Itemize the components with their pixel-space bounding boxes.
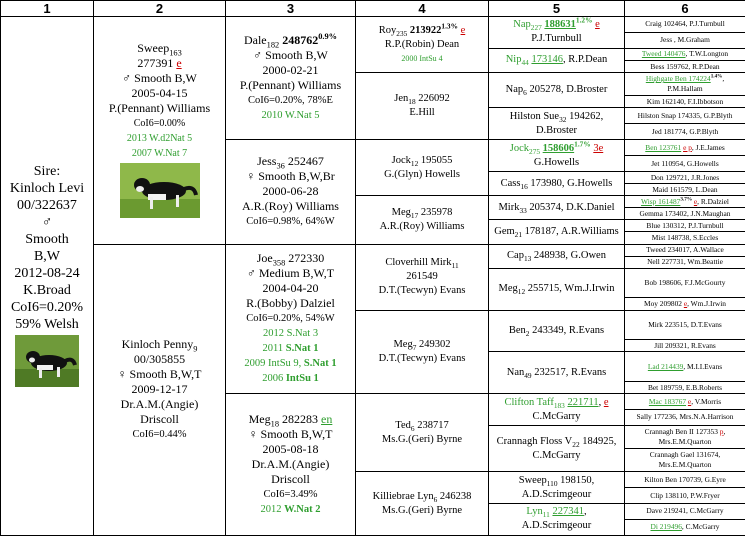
col6-row-25-rest: , V.Morris xyxy=(691,396,722,406)
mirk-33-sub: 33 xyxy=(519,205,527,215)
dale-cell xyxy=(226,17,356,140)
meg-12-breeder: Wm.J.Irwin xyxy=(564,283,615,295)
col6-row-32 xyxy=(625,519,745,535)
gem-reg: 178187 xyxy=(524,225,557,237)
penny-dob: 2009-12-17 xyxy=(131,382,188,397)
nap-6-breeder: D.Broster xyxy=(566,84,608,96)
jess-coi: CoI6=0.98%, 64%W xyxy=(246,216,335,228)
meg-18-breeder-2: Driscoll xyxy=(271,472,310,487)
nap-227-breeder: P.J.Turnbull xyxy=(531,33,582,45)
ben-2-name: Ben xyxy=(508,324,526,336)
nap-6-name: Nap xyxy=(505,84,524,96)
joe-desc: ♂ Medium B,W,T xyxy=(246,266,335,281)
joe-award-2-pre: 2011 xyxy=(262,343,286,355)
cass-reg: 173980 xyxy=(530,177,562,189)
col6-row-27-name: Crannagh Ben II 127353 xyxy=(644,426,718,436)
col6-row-8: Jed 181774, G.P.Blyth xyxy=(625,124,745,140)
jen-sub: 18 xyxy=(408,97,416,107)
roy-reg: 213922 xyxy=(409,24,442,36)
killiebrae-lyn-sub: 6 xyxy=(433,494,438,504)
ben-2-sub: 2 xyxy=(525,329,530,338)
nap-6-sub: 6 xyxy=(523,88,527,98)
gem-cell: Gem$_{21}$ 178187, A.R.Williams xyxy=(489,220,625,244)
nap-227-name: Nap xyxy=(513,19,531,31)
jess-cell xyxy=(226,140,356,244)
cap-name: Cap xyxy=(507,250,524,262)
jock-275-breeder: G.Howells xyxy=(533,156,580,168)
nap-227-sub: 227 xyxy=(530,23,542,33)
col6-row-28 xyxy=(625,449,745,472)
col6-row-28-name: Crannagh Gael 131674, xyxy=(649,450,721,460)
col6-row-9-rest: , J.E.James xyxy=(691,142,725,152)
nap-227-sup: 1.2% xyxy=(575,16,593,25)
meg-18-coi: CoI6=3.49% xyxy=(263,489,318,501)
col6-row-6: Kim 162140, F.I.Ibbotson xyxy=(625,96,745,108)
col6-row-20 xyxy=(625,298,745,310)
sweep-desc: ♂ Smooth B,W xyxy=(122,70,197,85)
gem-breeder: A.R.Williams xyxy=(560,225,619,237)
gem-name: Gem xyxy=(494,225,515,237)
cap-cell: Cap$_{13}$ 248938, G.Owen xyxy=(489,244,625,268)
col6-row-23 xyxy=(625,352,745,382)
joe-award-3-bold: S.Nat 1 xyxy=(303,358,337,370)
ben-2-reg: 243349 xyxy=(532,324,564,336)
joe-sub: 358 xyxy=(272,258,286,268)
mirk-33-breeder: D.K.Daniel xyxy=(566,201,615,213)
col6-row-13-sup: 3.7% xyxy=(680,196,692,203)
meg-18-desc: ♀ Smooth B,W,T xyxy=(248,427,333,442)
col6-row-21: Mirk 223515, D.T.Evans xyxy=(625,310,745,340)
col6-row-32-rest: , C.McGarry xyxy=(681,522,720,532)
col6-row-22: Jill 209321, R.Evans xyxy=(625,340,745,352)
nap-227-cell xyxy=(489,17,625,49)
col6-row-11: Don 129721, J.R.Jones xyxy=(625,171,745,183)
mirk-33-name: Mirk xyxy=(498,201,520,213)
nan-name: Nan xyxy=(506,366,525,378)
col6-row-14: Gemma 173402, J.N.Maughan xyxy=(625,208,745,220)
col6-row-28-line2: Mrs.E.M.Quarton xyxy=(658,460,712,470)
nap-227-mark: e xyxy=(595,19,600,31)
col6-row-24: Bet 189759, E.B.Roberts xyxy=(625,381,745,393)
roy-breeder: R.P.(Robin) Dean xyxy=(384,38,460,50)
joe-cell xyxy=(226,244,356,394)
col6-row-27-mark: p xyxy=(719,426,724,436)
col6-row-25-name: Mac 183767 xyxy=(648,396,687,406)
sweep-breeder: P.(Pennant) Williams xyxy=(108,100,211,115)
meg-12-sub: 12 xyxy=(517,287,526,297)
col6-row-5-rest: , xyxy=(722,74,725,84)
col6-row-26: Sally 177236, Mrs.N.A.Harrison xyxy=(625,410,745,426)
cloverhill-mirk-sub: 11 xyxy=(451,261,459,271)
nap-6-cell: Nap$_6$ 205278, D.Broster xyxy=(489,73,625,108)
col6-row-7: Hilston Snap 174335, G.P.Blyth xyxy=(625,108,745,124)
dale-sub: 182 xyxy=(266,40,280,50)
col6-row-9-name: Ben 123761 xyxy=(645,142,682,152)
ted-reg: 238717 xyxy=(417,419,449,431)
penny-desc: ♀ Smooth B,W,T xyxy=(117,367,202,382)
cass-breeder: G.Howells xyxy=(567,177,613,189)
hilston-sue-name: Hilston Sue xyxy=(509,110,560,122)
penny-coi: CoI6=0.44% xyxy=(132,429,187,441)
sweep-award-2: 2007 W.Nat 7 xyxy=(131,147,188,159)
ted-cell xyxy=(356,394,489,472)
col6-row-5-line2: P.M.Hallam xyxy=(667,84,703,94)
jock-275-name: Jock xyxy=(509,142,530,154)
sire-breeder: K.Broad xyxy=(23,283,71,298)
penny-reg: 00/305855 xyxy=(133,352,186,367)
sire-coat: Smooth xyxy=(25,232,69,247)
cap-reg: 248938 xyxy=(533,250,566,262)
meg-12-cell: Meg$_{12}$ 255715, Wm.J.Irwin xyxy=(489,268,625,310)
jock-275-cell xyxy=(489,140,625,172)
sweep-reg-mark: e xyxy=(176,55,182,70)
sweep-sub: 163 xyxy=(169,48,182,58)
meg-17-sub: 17 xyxy=(410,210,419,220)
dale-sup: 0.9% xyxy=(318,32,338,42)
col6-row-3-rest: , T.W.Longton xyxy=(685,49,729,59)
mirk-33-reg: 205374 xyxy=(529,201,561,213)
cass-name: Cass xyxy=(500,177,521,189)
sire-dob: 2012-08-24 xyxy=(14,266,80,281)
jock-12-name: Jock xyxy=(391,154,411,166)
col6-row-9-mark: e p xyxy=(683,142,692,152)
jen-name: Jen xyxy=(394,93,409,105)
meg-7-cell xyxy=(356,310,489,394)
cass-cell: Cass$_{16}$ 173980, G.Howells xyxy=(489,171,625,195)
jock-275-sup: 1.7% xyxy=(574,139,591,149)
meg-7-sub: 7 xyxy=(412,342,417,352)
ben-2-breeder: R.Evans xyxy=(568,324,605,336)
jock-12-cell xyxy=(356,140,489,196)
nip-name: Nip xyxy=(505,54,522,66)
ted-breeder: Ms.G.(Geri) Byrne xyxy=(381,433,463,445)
jen-breeder: E.Hill xyxy=(409,107,435,119)
sweep-110-sub: 110 xyxy=(546,478,558,488)
col6-row-27 xyxy=(625,425,745,448)
meg-18-reg: 282283 xyxy=(282,412,319,427)
meg-12-reg: 255715 xyxy=(527,283,560,295)
dale-coi: CoI6=0.20%, 78%E xyxy=(248,95,333,107)
meg-18-breeder-1: Dr.A.M.(Angie) xyxy=(251,457,330,472)
jess-dob: 2000-06-28 xyxy=(262,184,319,199)
col-header-4: 4 xyxy=(356,1,489,17)
joe-reg: 272330 xyxy=(288,251,325,266)
jock-12-sub: 12 xyxy=(410,158,419,168)
cap-breeder: G.Owen xyxy=(570,250,606,262)
jess-name: Jess xyxy=(257,154,277,169)
col6-row-12: Maid 161579, L.Dean xyxy=(625,184,745,196)
col6-row-4: Bess 159762, R.P.Dean xyxy=(625,60,745,72)
col6-row-10: Jet 110954, G.Howells xyxy=(625,156,745,172)
hilston-sue-cell: Hilston Sue$_{32}$ 194262, D.Broster xyxy=(489,108,625,140)
meg-7-reg: 249302 xyxy=(419,338,451,350)
col6-row-18: Nell 227731, Wm.Beattie xyxy=(625,256,745,268)
penny-breeder-1: Dr.A.M.(Angie) xyxy=(120,397,199,412)
clifton-taff-breeder: C.McGarry xyxy=(532,410,581,422)
crannagh-floss-cell: Crannagh Floss $V_{22}$ 184925, C.McGarry xyxy=(489,425,625,471)
sire-cell xyxy=(1,17,94,536)
jess-reg: 252467 xyxy=(287,154,324,169)
cloverhill-mirk-reg: 261549 xyxy=(406,271,438,283)
sire-label: Sire: xyxy=(33,164,61,179)
jen-cell xyxy=(356,73,489,140)
gem-sub: 21 xyxy=(514,230,523,240)
meg-18-sub: 18 xyxy=(270,419,280,429)
joe-dob: 2004-04-20 xyxy=(262,281,319,296)
col-header-1: 1 xyxy=(1,1,94,17)
jock-275-sub: 275 xyxy=(529,146,541,156)
col6-row-13 xyxy=(625,196,745,208)
dale-reg: 248762 xyxy=(282,33,319,48)
clifton-taff-cell: Clifton Taff$_{183}$ 221711, e C.McGarry xyxy=(489,394,625,426)
joe-award-2-bold: S.Nat 1 xyxy=(285,343,319,355)
roy-sub: 235 xyxy=(396,28,408,38)
col6-row-25-mark: e xyxy=(687,396,692,406)
nip-cell: Nip$_{44}$ 173146, R.P.Dean xyxy=(489,48,625,72)
nan-reg: 232517 xyxy=(534,366,566,378)
cloverhill-mirk-cell xyxy=(356,244,489,310)
roy-name: Roy xyxy=(378,24,397,36)
jen-reg: 226092 xyxy=(418,93,450,105)
col6-row-5-name: Highgate Ben 174224 xyxy=(645,74,711,84)
meg-18-name: Meg xyxy=(248,412,271,427)
meg-18-award-bold: W.Nat 2 xyxy=(284,504,321,516)
col-header-3: 3 xyxy=(226,1,356,17)
sire-name: Kinloch Levi xyxy=(9,181,85,196)
joe-coi: CoI6=0.20%, 54%W xyxy=(246,313,335,325)
sweep-110-name: Sweep xyxy=(518,474,547,486)
roy-sup: 1.3% xyxy=(441,21,458,31)
cloverhill-mirk-name: Cloverhill Mirk xyxy=(385,257,452,269)
sweep-110-breeder: A.D.Scrimgeour xyxy=(521,488,592,500)
nap-227-reg: 188631 xyxy=(544,19,576,31)
clifton-taff-name: Clifton Taff xyxy=(504,396,554,408)
border-collie-photo-sweep xyxy=(120,163,200,218)
col6-row-20-rest: , Wm.J.Irwin xyxy=(687,298,726,308)
sweep-award-1: 2013 W.d2Nat 5 xyxy=(126,132,193,144)
cloverhill-mirk-breeder: D.T.(Tecwyn) Evans xyxy=(378,285,466,297)
sweep-110-reg: 198150 xyxy=(560,474,592,486)
crannagh-floss-sub: 22 xyxy=(572,439,580,449)
crannagh-floss-breeder: C.McGarry xyxy=(532,449,581,461)
col6-row-1: Craig 102464, P.J.Turnbull xyxy=(625,17,745,33)
hilston-sue-breeder: D.Broster xyxy=(535,124,578,136)
sire-sex: ♂ xyxy=(41,215,53,230)
ted-sub: 6 xyxy=(410,423,415,433)
killiebrae-lyn-breeder: Ms.G.(Geri) Byrne xyxy=(381,504,463,516)
crannagh-floss-name: Crannagh Floss V xyxy=(496,435,573,447)
dale-desc: ♂ Smooth B,W xyxy=(253,48,328,63)
lyn-11-cell: Lyn$_{11}$ 227341, A.D.Scrimgeour xyxy=(489,503,625,535)
col6-row-2: Jess , M.Graham xyxy=(625,32,745,48)
nip-reg: 173146 xyxy=(531,54,563,66)
ben-2-cell: Ben$_2$ 243349, R.Evans xyxy=(489,310,625,352)
col6-row-13-name: Wisp 161487 xyxy=(641,196,681,206)
dale-breeder: P.(Pennant) Williams xyxy=(239,78,342,93)
roy-mark: e xyxy=(460,24,466,36)
col6-row-23-name: Lad 214439 xyxy=(647,361,684,371)
meg-7-name: Meg xyxy=(393,338,413,350)
col6-row-23-rest: , M.I.I.Evans xyxy=(683,361,723,371)
joe-award-4-bold: IntSu 1 xyxy=(285,373,319,385)
col6-row-9 xyxy=(625,140,745,156)
dale-award: 2010 W.Nat 5 xyxy=(261,110,320,122)
col6-row-17: Tweed 234017, A.Wallace xyxy=(625,244,745,256)
joe-breeder: R.(Bobby) Dalziel xyxy=(246,296,335,311)
sire-coi: CoI6=0.20% xyxy=(10,300,84,315)
ted-name: Ted xyxy=(395,419,411,431)
jock-275-mark: 3e xyxy=(593,142,604,154)
sweep-110-cell: Sweep$_{110}$ 198150, A.D.Scrimgeour xyxy=(489,472,625,504)
joe-award-3-pre: 2009 IntSu 9, xyxy=(244,358,304,370)
killiebrae-lyn-name: Killiebrae Lyn xyxy=(372,490,434,502)
meg-12-name: Meg xyxy=(498,283,518,295)
meg-18-cell xyxy=(226,394,356,536)
dale-name: Dale xyxy=(243,33,267,48)
joe-award-1: 2012 S.Nat 3 xyxy=(262,328,319,340)
killiebrae-lyn-reg: 246238 xyxy=(439,490,472,502)
col6-row-29: Kilton Ben 170739, G.Eyre xyxy=(625,472,745,488)
header-row xyxy=(1,1,745,17)
penny-name: Kinloch Penny xyxy=(121,337,194,352)
lyn-11-name: Lyn xyxy=(526,506,543,518)
col6-row-5 xyxy=(625,73,745,96)
col6-row-19: Bob 198606, F.J.McGourty xyxy=(625,268,745,298)
sweep-reg: 277391 xyxy=(137,55,174,70)
sire-reg: 00/322637 xyxy=(17,198,77,213)
nap-6-reg: 205278 xyxy=(529,84,561,96)
dale-dob: 2000-02-21 xyxy=(262,63,319,78)
penny-sub: 9 xyxy=(193,344,198,354)
meg-18-reg-mark: en xyxy=(321,412,333,427)
jock-275-reg: 158606 xyxy=(542,142,575,154)
sweep-name: Sweep xyxy=(137,40,170,55)
penny-cell xyxy=(94,244,226,535)
cass-sub: 16 xyxy=(520,181,528,191)
joe-name: Joe xyxy=(256,251,273,266)
lyn-11-breeder: A.D.Scrimgeour xyxy=(521,520,592,532)
col6-row-15: Blue 130312, P.J.Turnbull xyxy=(625,220,745,232)
col-header-2: 2 xyxy=(94,1,226,17)
nip-sub: 44 xyxy=(521,58,529,68)
col6-row-3 xyxy=(625,48,745,60)
border-collie-photo-levi xyxy=(15,335,79,387)
col6-row-31: Dave 219241, C.McGarry xyxy=(625,503,745,519)
col6-row-25 xyxy=(625,394,745,410)
col6-row-13-mark: e xyxy=(693,196,698,206)
cap-sub: 13 xyxy=(523,254,532,264)
col-header-6: 6 xyxy=(625,1,745,17)
meg-18-award-pre: 2012 xyxy=(260,504,285,516)
crannagh-floss-reg: 184925 xyxy=(582,435,614,447)
sweep-coi: CoI6=0.00% xyxy=(133,117,186,129)
clifton-taff-reg: 221711 xyxy=(567,396,599,408)
col6-row-20-mark: e xyxy=(683,298,688,308)
jess-breeder: A.R.(Roy) Williams xyxy=(242,199,339,214)
sire-color: B,W xyxy=(33,249,61,264)
lyn-11-sub: 11 xyxy=(542,510,550,520)
roy-cell xyxy=(356,17,489,73)
killiebrae-lyn-cell xyxy=(356,472,489,536)
sire-welsh: 59% Welsh xyxy=(15,317,79,332)
penny-breeder-2: Driscoll xyxy=(140,412,179,427)
meg-7-breeder: D.T.(Tecwyn) Evans xyxy=(378,352,466,364)
nip-breeder: R.P.Dean xyxy=(568,54,608,66)
col6-row-30: Clip 138110, P.W.Fryer xyxy=(625,488,745,504)
col6-row-3-name: Tweed 140476 xyxy=(641,49,686,59)
meg-17-name: Meg xyxy=(391,206,411,218)
meg-18-dob: 2005-08-18 xyxy=(262,442,319,457)
mirk-33-cell: Mirk$_{33}$ 205374, D.K.Daniel xyxy=(489,196,625,220)
jock-12-breeder: G.(Glyn) Howells xyxy=(384,168,460,180)
col6-row-13-rest: , R.Dalziel xyxy=(697,196,729,206)
col6-row-32-name: Di 219496 xyxy=(650,522,682,532)
hilston-sue-sub: 32 xyxy=(559,114,567,124)
col6-row-16: Mist 148738, S.Eccles xyxy=(625,232,745,244)
col6-row-27-rest: , xyxy=(723,426,726,436)
jock-12-reg: 195055 xyxy=(420,154,453,166)
col-header-5: 5 xyxy=(489,1,625,17)
roy-award: 2000 IntSu 4 xyxy=(401,53,443,63)
nan-cell: Nan$_{49}$ 232517, R.Evans xyxy=(489,352,625,394)
col6-row-5-sup: 1.4% xyxy=(710,73,723,80)
sweep-cell xyxy=(94,17,226,245)
clifton-taff-mark: e xyxy=(603,396,609,408)
meg-17-breeder: A.R.(Roy) Williams xyxy=(379,220,465,232)
jess-sub: 36 xyxy=(276,161,285,171)
col6-row-20-name: Moy 209802 xyxy=(644,298,682,308)
col6-row-27-line2: Mrs.E.M.Quarton xyxy=(658,436,712,446)
lyn-11-reg: 227341 xyxy=(552,506,584,518)
meg-17-cell xyxy=(356,196,489,244)
nan-sub: 49 xyxy=(524,370,532,380)
nan-breeder: R.Evans xyxy=(570,366,607,378)
sweep-dob: 2005-04-15 xyxy=(131,85,188,100)
jess-desc: ♀ Smooth B,W,Br xyxy=(246,169,335,184)
hilston-sue-reg: 194262 xyxy=(569,110,601,122)
meg-17-reg: 235978 xyxy=(420,206,453,218)
joe-award-4-pre: 2006 xyxy=(262,373,286,385)
clifton-taff-sub: 183 xyxy=(553,400,565,410)
